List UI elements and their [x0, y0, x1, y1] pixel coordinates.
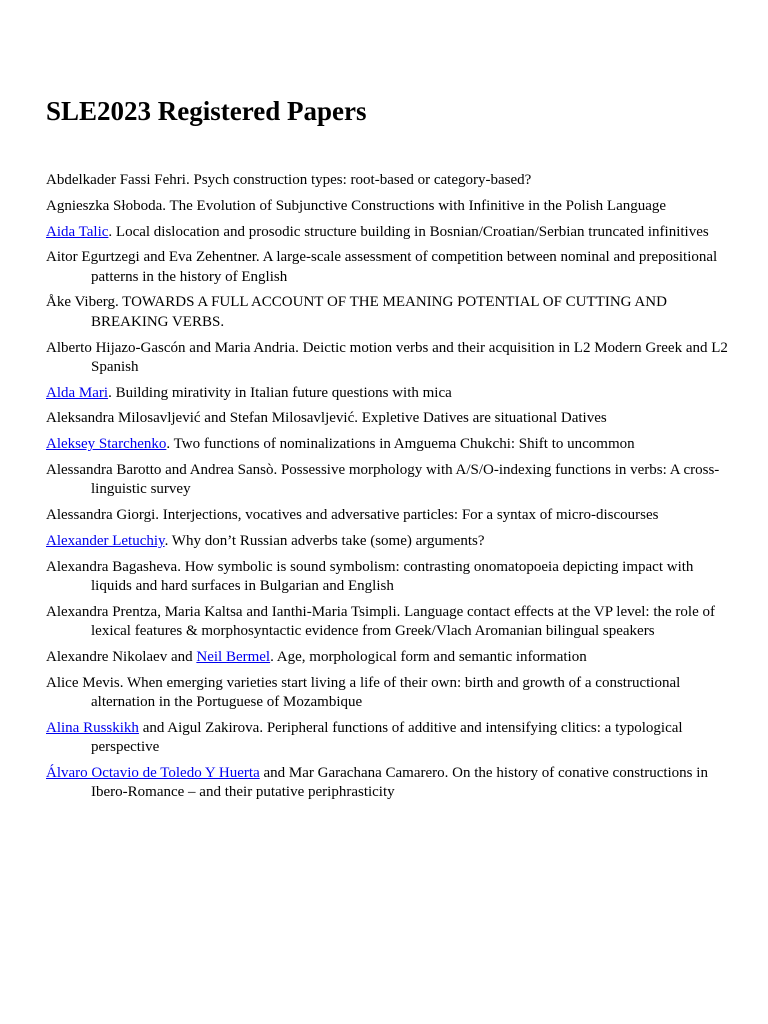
- paper-title: . Interjections, vocatives and adversative particles: For a syntax of micro-discourses: [155, 507, 659, 524]
- author-text: Åke Viberg: [46, 294, 115, 311]
- paper-entry: [46, 532, 736, 551]
- paper-title: . Expletive Datives are situational Datives: [354, 410, 607, 427]
- author-text: and Mar Garachana Camarero: [259, 764, 445, 781]
- paper-title: . Why don’t Russian adverbs take (some) arguments?: [164, 532, 485, 549]
- paper-entry: [46, 293, 736, 332]
- author-text: Alexandra Prentza, Maria Kaltsa and Ianthi-Maria Tsimpli: [46, 603, 397, 620]
- paper-entry: [46, 409, 736, 428]
- page-title: SLE2023 Registered Papers: [46, 96, 367, 126]
- author-link[interactable]: Alda Mari: [46, 384, 109, 401]
- paper-title: . Language contact effects at the VP level: the role of lexical features & morphosyntactic evidence from Greek/Vlach Aromanian bilingual speakers: [91, 603, 715, 640]
- author-text: Alice Mevis: [46, 674, 120, 691]
- author-link[interactable]: Aleksey Starchenko: [46, 436, 167, 453]
- paper-entry: [46, 197, 736, 216]
- author-link[interactable]: Neil Bermel: [196, 648, 271, 665]
- paper-title: . TOWARDS A FULL ACCOUNT OF THE MEANING POTENTIAL OF CUTTING AND BREAKING VERBS.: [91, 294, 667, 330]
- author-link[interactable]: Álvaro Octavio de Toledo Y Huerta: [46, 764, 260, 781]
- paper-title: . Possessive morphology with A/S/O-indexing functions in verbs: A cross-linguistic survey: [91, 462, 720, 498]
- author-text: Aitor Egurtzegi and Eva Zehentner: [46, 249, 256, 266]
- paper-entry: [46, 384, 736, 403]
- paper-entry: [46, 171, 736, 190]
- paper-title: . Building mirativity in Italian future questions with mica: [108, 384, 452, 401]
- paper-entry: [46, 558, 736, 597]
- paper-title: . Local dislocation and prosodic structure building in Bosnian/Croatian/Serbian truncated infinitives: [108, 223, 709, 240]
- author-text: Alexandre Nikolaev: [46, 648, 168, 665]
- paper-entry: [46, 648, 736, 667]
- author-text: Alessandra Giorgi: [46, 507, 156, 524]
- paper-title: . On the history of conative constructions in Ibero-Romance – and their putative periphrasticity: [91, 764, 708, 801]
- paper-entry: [46, 764, 736, 803]
- author-text: Aleksandra Milosavljević and Stefan Milosavljević: [46, 410, 355, 427]
- author-text: Alexandra Bagasheva: [46, 558, 178, 575]
- author-text: Agnieszka Słoboda: [46, 197, 163, 214]
- paper-entry: [46, 223, 736, 242]
- author-link[interactable]: Alexander Letuchiy: [46, 532, 165, 549]
- paper-entry: [46, 603, 736, 642]
- paper-title: . The Evolution of Subjunctive Constructions with Infinitive in the Polish Language: [162, 197, 667, 214]
- paper-entry: [46, 674, 736, 713]
- paper-entry: [46, 339, 736, 378]
- author-text: Abdelkader Fassi Fehri: [46, 172, 186, 188]
- paper-title: . How symbolic is sound symbolism: contrasting onomatopoeia depicting impact with liquids and hard surfaces in Bulgarian and English: [91, 558, 694, 595]
- author-link[interactable]: Aida Talic: [46, 223, 109, 240]
- paper-title: . Age, morphological form and semantic information: [270, 648, 587, 665]
- author-text: and Aigul Zakirova: [138, 719, 260, 736]
- paper-title: . A large-scale assessment of competition between nominal and prepositional patterns in the history of English: [91, 249, 718, 285]
- paper-entry: [46, 461, 736, 500]
- paper-title: . When emerging varieties start living a life of their own: birth and growth of a constructional alternation in the Portuguese of Mozambique: [91, 674, 681, 711]
- paper-title: . Psych construction types: root-based or category-based?: [185, 172, 532, 188]
- paper-entry: [46, 719, 736, 758]
- paper-entry: [46, 506, 736, 525]
- author-text: Alessandra Barotto and Andrea Sansò: [46, 462, 274, 479]
- paper-list: [46, 171, 736, 809]
- paper-title: . Two functions of nominalizations in Amguema Chukchi: Shift to uncommon: [166, 436, 635, 453]
- author-text: Alberto Hijazo-Gascón and Maria Andria: [46, 339, 296, 356]
- author-link[interactable]: Alina Russkikh: [46, 719, 139, 736]
- paper-title: . Deictic motion verbs and their acquisition in L2 Modern Greek and L2 Spanish: [91, 339, 728, 375]
- paper-entry: [46, 435, 736, 454]
- paper-title: . Peripheral functions of additive and intensifying clitics: a typological perspective: [91, 719, 683, 756]
- author-text: and: [167, 648, 197, 665]
- paper-entry: [46, 248, 736, 287]
